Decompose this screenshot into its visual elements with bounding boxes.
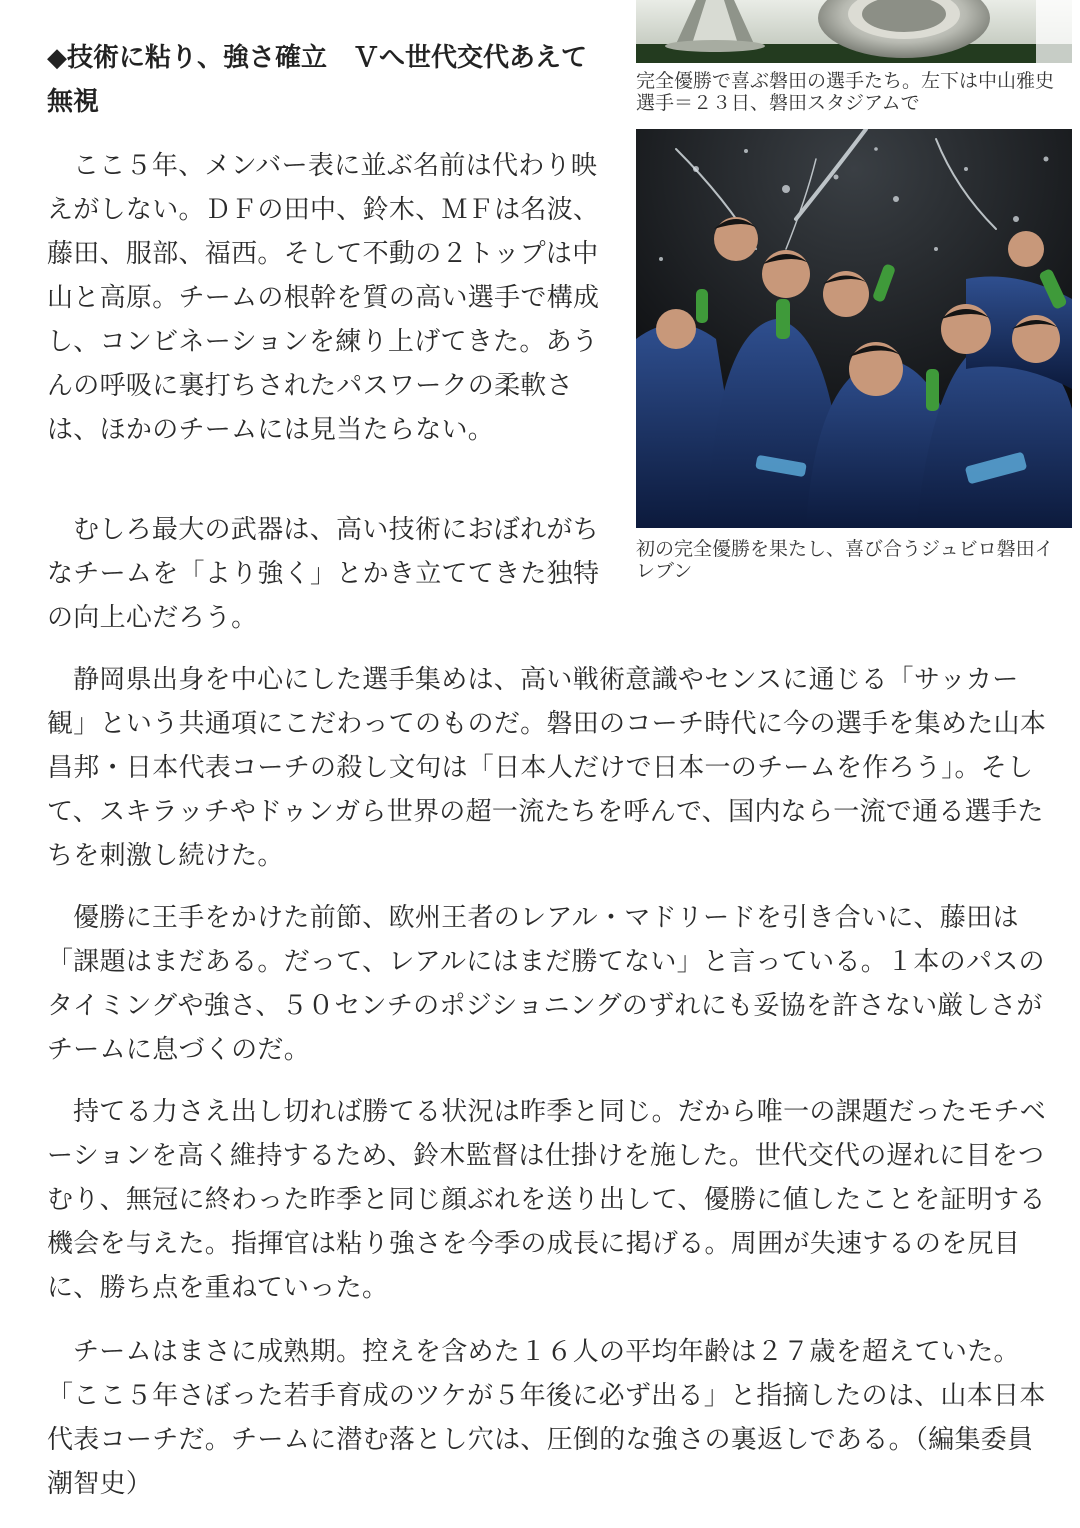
article-paragraph-2: むしろ最大の武器は、高い技術におぼれがちなチームを「より強く」とかき立ててきた独特の向上心だろう。 bbox=[47, 515, 600, 633]
trophy-photo bbox=[636, 0, 1072, 63]
trophy-photo-caption: 完全優勝で喜ぶ磐田の選手たち。左下は中山雅史選手＝２３日、磐田スタジアムで bbox=[636, 71, 1055, 114]
article-paragraph-3: 静岡県出身を中心にした選手集めは、高い戦術意識やセンスに通じる「サッカー観」という共通項にこだわってのものだ。磐田のコーチ時代に今の選手を集めた山本昌邦・日本代表コーチの殺し文句は「日本人だけで日本一のチームを作ろう」。そして、スキラッチやドゥンガら世界の超一流たちを呼んで、国内なら一流で通る選手たちを刺激し続けた。 bbox=[47, 665, 1047, 871]
team-celebration-photo-caption: 初の完全優勝を果たし、喜び合うジュビロ磐田イレブン bbox=[636, 539, 1054, 582]
article-paragraph-5: 持てる力さえ出し切れば勝てる状況は昨季と同じ。だから唯一の課題だったモチベーションを高く維持するため、鈴木監督は仕掛けを施した。世代交代の遅れに目をつむり、無冠に終わった昨季と同じ顔ぶれを送り出して、優勝に値したことを証明する機会を与えた。指揮官は粘り強さを今季の成長に掲げる。周囲が失速するのを尻目に、勝ち点を重ねていった。 bbox=[47, 1097, 1047, 1303]
article-paragraph-4: 優勝に王手をかけた前節、欧州王者のレアル・マドリードを引き合いに、藤田は「課題はまだある。だって、レアルにはまだ勝てない」と言っている。１本のパスのタイミングや強さ、５０センチのポジショニングのずれにも妥協を許さない厳しさがチームに息づくのだ。 bbox=[47, 903, 1045, 1065]
team-celebration-photo bbox=[636, 129, 1072, 528]
article-paragraph-1: ここ５年、メンバー表に並ぶ名前は代わり映えがしない。ＤＦの田中、鈴木、ＭＦは名波、藤田、服部、福西。そして不動の２トップは中山と高原。チームの根幹を質の高い選手で構成し、コンビネーションを練り上げてきた。あうんの呼吸に裏打ちされたパスワークの柔軟さは、ほかのチームには見当たらない。 bbox=[47, 151, 600, 445]
article-paragraph-6: チームはまさに成熟期。控えを含めた１６人の平均年齢は２７歳を超えていた。「ここ５年さぼった若手育成のツケが５年後に必ず出る」と指摘したのは、山本日本代表コーチだ。チームに潜む落とし穴は、圧倒的な強さの裏返しである。（編集委員 潮智史） bbox=[47, 1337, 1060, 1499]
article-heading: ◆技術に粘り、強さ確立 Ｖへ世代交代あえて無視 bbox=[47, 43, 587, 117]
